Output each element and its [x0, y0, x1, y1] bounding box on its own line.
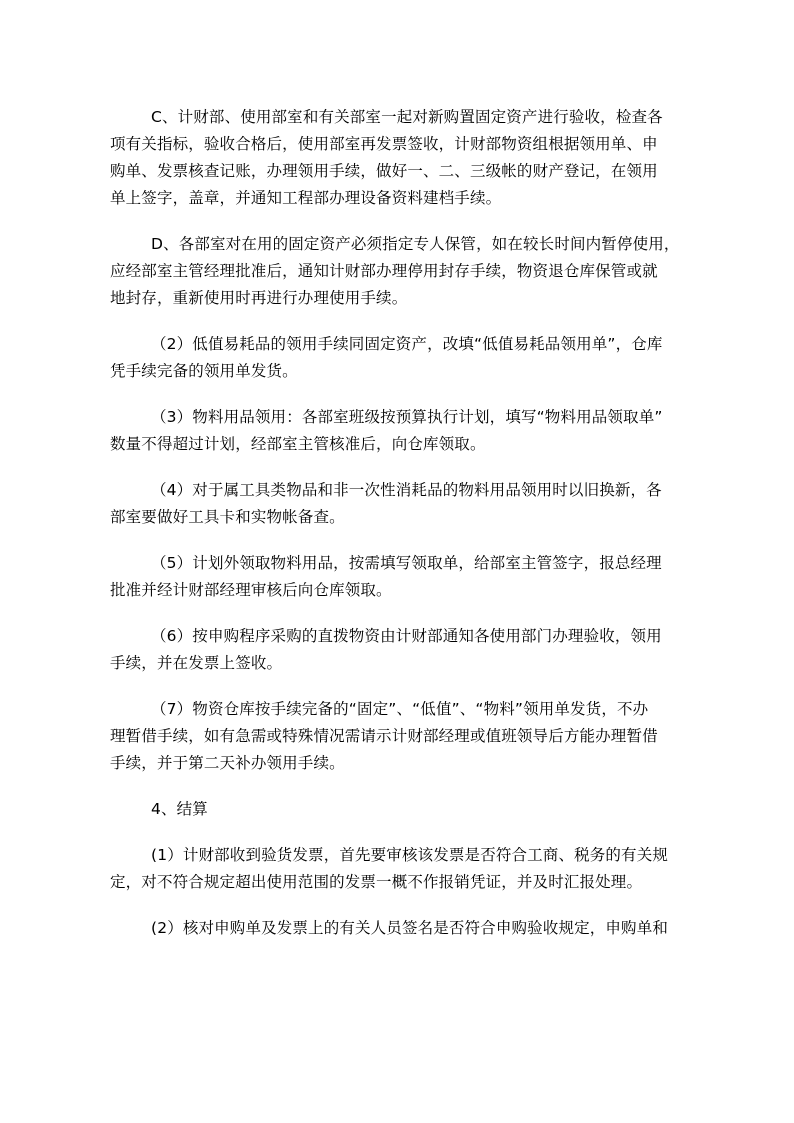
text-line: （3）物料用品领用：各部室班级按预算执行计划，填写“物料用品领取单”: [151, 408, 663, 426]
text-line: (2）核对申购单及发票上的有关人员签名是否符合申购验收规定，申购单和: [151, 919, 669, 937]
paragraph-item-3: [110, 404, 690, 458]
text-line: （7）物资仓库按手续完备的“固定”、“低值”、“物料”领用单发货，不办: [151, 700, 649, 718]
text-line: 凭手续完备的领用单发货。: [110, 362, 298, 380]
document-body: [110, 104, 690, 961]
text-line: C、计财部、使用部室和有关部室一起对新购置固定资产进行验收，检查各: [151, 108, 663, 126]
text-line: 数量不得超过计划，经部室主管核准后，向仓库领取。: [110, 435, 486, 453]
text-line: （4）对于属工具类物品和非一次性消耗品的物料用品领用时以旧换新，各: [151, 481, 662, 499]
paragraph-item-5: [110, 550, 690, 604]
paragraph-settle-1: [110, 842, 690, 896]
paragraph-settle-2: [110, 915, 690, 942]
paragraph-item-6: [110, 623, 690, 677]
text-line: 应经部室主管经理批准后，通知计财部办理停用封存手续，物资退仓库保管或就: [110, 262, 658, 280]
text-line: 定，对不符合规定超出使用范围的发票一概不作报销凭证，并及时汇报处理。: [110, 873, 643, 891]
text-line: 理暂借手续，如有急需或特殊情况需请示计财部经理或值班领导后方能办理暂借: [110, 727, 658, 745]
text-line: D、各部室对在用的固定资产必须指定专人保管，如在较长时间内暂停使用，: [151, 235, 680, 253]
text-line: 手续，并于第二天补办领用手续。: [110, 754, 345, 772]
text-line: (1）计财部收到验货发票，首先要审核该发票是否符合工商、税务的有关规: [151, 846, 669, 864]
text-line: 手续，并在发票上签收。: [110, 654, 283, 672]
text-line: （6）按申购程序采购的直拨物资由计财部通知各使用部门办理验收，领用: [151, 627, 662, 645]
text-line: （2）低值易耗品的领用手续同固定资产，改填“低值易耗品领用单”，仓库: [151, 335, 663, 353]
text-line: 单上签字，盖章，并通知工程部办理设备资料建档手续。: [110, 189, 502, 207]
text-line: 购单、发票核查记账，办理领用手续，做好一、二、三级帐的财产登记，在领用: [110, 162, 658, 180]
text-line: 4、结算: [151, 800, 208, 818]
text-line: 批准并经计财部经理审核后向仓库领取。: [110, 581, 392, 599]
text-line: （5）计划外领取物料用品，按需填写领取单，给部室主管签字，报总经理: [151, 554, 662, 572]
paragraph-d: [110, 231, 690, 312]
paragraph-c: [110, 104, 690, 212]
paragraph-item-4: [110, 477, 690, 531]
paragraph-item-7: [110, 696, 690, 777]
section-heading-settlement: [110, 796, 690, 823]
paragraph-item-2: [110, 331, 690, 385]
text-line: 地封存，重新使用时再进行办理使用手续。: [110, 289, 408, 307]
text-line: 项有关指标，验收合格后，使用部室再发票签收，计财部物资组根据领用单、申: [110, 135, 658, 153]
text-line: 部室要做好工具卡和实物帐备查。: [110, 508, 345, 526]
